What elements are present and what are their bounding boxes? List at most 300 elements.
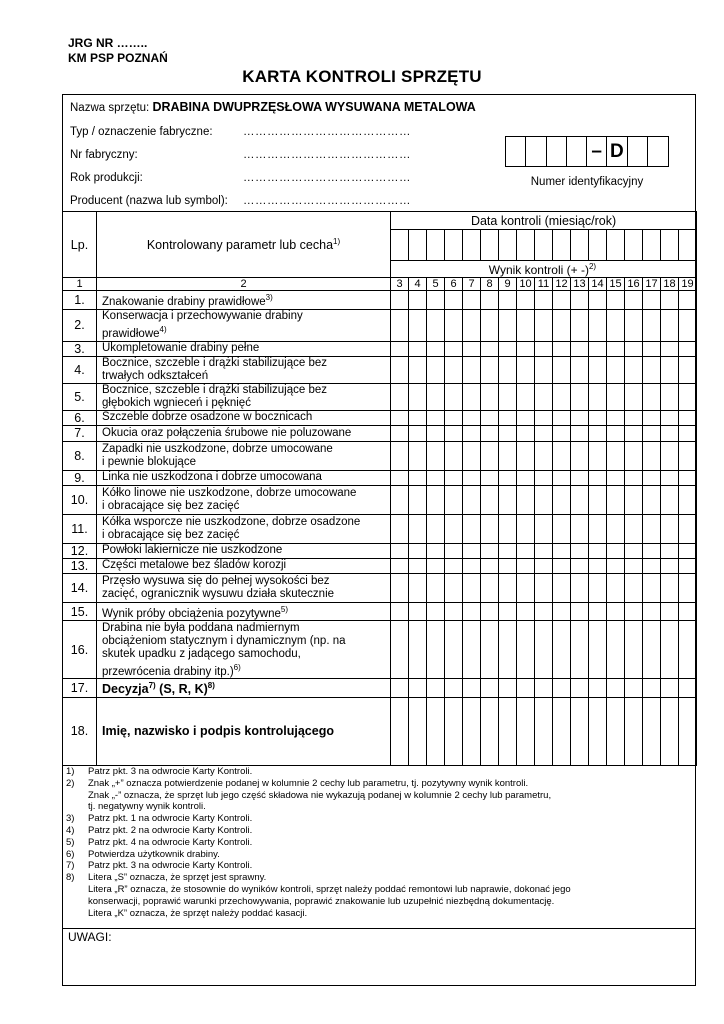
result-cell[interactable] <box>571 573 589 602</box>
result-cell[interactable] <box>517 573 535 602</box>
date-cell[interactable] <box>589 230 607 261</box>
result-cell[interactable] <box>607 697 625 765</box>
result-cell[interactable] <box>607 425 625 441</box>
result-cell[interactable] <box>661 621 679 679</box>
result-cell[interactable] <box>553 425 571 441</box>
result-cell[interactable] <box>499 573 517 602</box>
result-cell[interactable] <box>409 383 427 410</box>
result-cell[interactable] <box>409 558 427 573</box>
result-cell[interactable] <box>661 291 679 310</box>
id-cell[interactable] <box>567 137 587 166</box>
result-cell[interactable] <box>571 383 589 410</box>
date-cell[interactable] <box>607 230 625 261</box>
result-cell[interactable] <box>391 410 409 425</box>
date-cell[interactable] <box>499 230 517 261</box>
result-cell[interactable] <box>499 602 517 621</box>
result-cell[interactable] <box>481 558 499 573</box>
result-cell[interactable] <box>391 485 409 514</box>
date-cell[interactable] <box>553 230 571 261</box>
result-cell[interactable] <box>463 602 481 621</box>
result-cell[interactable] <box>499 425 517 441</box>
result-cell[interactable] <box>607 679 625 697</box>
result-cell[interactable] <box>499 543 517 558</box>
result-cell[interactable] <box>571 543 589 558</box>
result-cell[interactable] <box>517 543 535 558</box>
result-cell[interactable] <box>535 383 553 410</box>
result-cell[interactable] <box>445 485 463 514</box>
result-cell[interactable] <box>427 356 445 383</box>
result-cell[interactable] <box>463 543 481 558</box>
result-cell[interactable] <box>643 356 661 383</box>
result-cell[interactable] <box>589 383 607 410</box>
result-cell[interactable] <box>571 309 589 341</box>
result-cell[interactable] <box>589 341 607 356</box>
result-cell[interactable] <box>625 441 643 470</box>
result-cell[interactable] <box>409 514 427 543</box>
result-cell[interactable] <box>607 514 625 543</box>
result-cell[interactable] <box>427 602 445 621</box>
result-cell[interactable] <box>589 679 607 697</box>
result-cell[interactable] <box>409 410 427 425</box>
result-cell[interactable] <box>589 291 607 310</box>
result-cell[interactable] <box>445 341 463 356</box>
result-cell[interactable] <box>553 697 571 765</box>
result-cell[interactable] <box>481 425 499 441</box>
id-cell[interactable] <box>547 137 567 166</box>
result-cell[interactable] <box>571 341 589 356</box>
result-cell[interactable] <box>517 697 535 765</box>
result-cell[interactable] <box>679 291 697 310</box>
result-cell[interactable] <box>589 470 607 485</box>
result-cell[interactable] <box>571 621 589 679</box>
result-cell[interactable] <box>553 356 571 383</box>
result-cell[interactable] <box>661 514 679 543</box>
result-cell[interactable] <box>499 291 517 310</box>
date-cell[interactable] <box>409 230 427 261</box>
result-cell[interactable] <box>679 602 697 621</box>
result-cell[interactable] <box>409 485 427 514</box>
result-cell[interactable] <box>589 356 607 383</box>
result-cell[interactable] <box>445 383 463 410</box>
result-cell[interactable] <box>445 441 463 470</box>
result-cell[interactable] <box>499 697 517 765</box>
result-cell[interactable] <box>499 441 517 470</box>
result-cell[interactable] <box>481 485 499 514</box>
result-cell[interactable] <box>481 341 499 356</box>
result-cell[interactable] <box>535 621 553 679</box>
result-cell[interactable] <box>607 383 625 410</box>
result-cell[interactable] <box>679 410 697 425</box>
result-cell[interactable] <box>481 441 499 470</box>
result-cell[interactable] <box>589 621 607 679</box>
result-cell[interactable] <box>589 602 607 621</box>
result-cell[interactable] <box>625 383 643 410</box>
result-cell[interactable] <box>463 441 481 470</box>
result-cell[interactable] <box>607 410 625 425</box>
result-cell[interactable] <box>607 441 625 470</box>
result-cell[interactable] <box>481 514 499 543</box>
result-cell[interactable] <box>499 679 517 697</box>
result-cell[interactable] <box>517 410 535 425</box>
result-cell[interactable] <box>535 679 553 697</box>
result-cell[interactable] <box>661 573 679 602</box>
result-cell[interactable] <box>625 514 643 543</box>
result-cell[interactable] <box>445 621 463 679</box>
date-cell[interactable] <box>661 230 679 261</box>
result-cell[interactable] <box>553 679 571 697</box>
result-cell[interactable] <box>499 558 517 573</box>
result-cell[interactable] <box>625 356 643 383</box>
result-cell[interactable] <box>391 558 409 573</box>
result-cell[interactable] <box>517 514 535 543</box>
result-cell[interactable] <box>391 679 409 697</box>
result-cell[interactable] <box>535 697 553 765</box>
result-cell[interactable] <box>553 410 571 425</box>
result-cell[interactable] <box>499 356 517 383</box>
result-cell[interactable] <box>643 341 661 356</box>
result-cell[interactable] <box>535 470 553 485</box>
result-cell[interactable] <box>589 543 607 558</box>
date-cell[interactable] <box>535 230 553 261</box>
result-cell[interactable] <box>553 341 571 356</box>
result-cell[interactable] <box>571 291 589 310</box>
result-cell[interactable] <box>391 573 409 602</box>
result-cell[interactable] <box>463 470 481 485</box>
result-cell[interactable] <box>679 341 697 356</box>
result-cell[interactable] <box>661 441 679 470</box>
result-cell[interactable] <box>589 697 607 765</box>
result-cell[interactable] <box>571 485 589 514</box>
result-cell[interactable] <box>553 543 571 558</box>
result-cell[interactable] <box>535 309 553 341</box>
result-cell[interactable] <box>445 514 463 543</box>
result-cell[interactable] <box>517 470 535 485</box>
result-cell[interactable] <box>625 470 643 485</box>
result-cell[interactable] <box>553 558 571 573</box>
result-cell[interactable] <box>445 602 463 621</box>
result-cell[interactable] <box>517 558 535 573</box>
result-cell[interactable] <box>607 309 625 341</box>
id-cell[interactable] <box>526 137 546 166</box>
result-cell[interactable] <box>607 558 625 573</box>
result-cell[interactable] <box>445 679 463 697</box>
result-cell[interactable] <box>589 410 607 425</box>
result-cell[interactable] <box>571 558 589 573</box>
id-number-box[interactable] <box>505 136 669 167</box>
result-cell[interactable] <box>607 573 625 602</box>
result-cell[interactable] <box>463 558 481 573</box>
result-cell[interactable] <box>661 543 679 558</box>
id-cell[interactable] <box>648 137 668 166</box>
result-cell[interactable] <box>679 441 697 470</box>
result-cell[interactable] <box>643 679 661 697</box>
result-cell[interactable] <box>589 441 607 470</box>
result-cell[interactable] <box>427 291 445 310</box>
result-cell[interactable] <box>409 697 427 765</box>
result-cell[interactable] <box>481 383 499 410</box>
result-cell[interactable] <box>427 341 445 356</box>
result-cell[interactable] <box>535 410 553 425</box>
result-cell[interactable] <box>445 309 463 341</box>
result-cell[interactable] <box>427 410 445 425</box>
result-cell[interactable] <box>391 341 409 356</box>
date-cell[interactable] <box>391 230 409 261</box>
result-cell[interactable] <box>391 441 409 470</box>
result-cell[interactable] <box>427 679 445 697</box>
result-cell[interactable] <box>553 441 571 470</box>
result-cell[interactable] <box>661 410 679 425</box>
result-cell[interactable] <box>499 341 517 356</box>
result-cell[interactable] <box>427 485 445 514</box>
date-cell[interactable] <box>643 230 661 261</box>
result-cell[interactable] <box>409 679 427 697</box>
result-cell[interactable] <box>607 621 625 679</box>
result-cell[interactable] <box>607 543 625 558</box>
result-cell[interactable] <box>481 309 499 341</box>
result-cell[interactable] <box>463 621 481 679</box>
result-cell[interactable] <box>589 309 607 341</box>
result-cell[interactable] <box>553 573 571 602</box>
result-cell[interactable] <box>535 425 553 441</box>
result-cell[interactable] <box>661 485 679 514</box>
result-cell[interactable] <box>571 602 589 621</box>
result-cell[interactable] <box>607 485 625 514</box>
result-cell[interactable] <box>391 470 409 485</box>
date-cell[interactable] <box>481 230 499 261</box>
result-cell[interactable] <box>589 558 607 573</box>
result-cell[interactable] <box>679 470 697 485</box>
year-field[interactable]: …………………………………… <box>243 172 411 184</box>
result-cell[interactable] <box>625 558 643 573</box>
result-cell[interactable] <box>409 470 427 485</box>
result-cell[interactable] <box>643 621 661 679</box>
result-cell[interactable] <box>427 573 445 602</box>
result-cell[interactable] <box>427 514 445 543</box>
result-cell[interactable] <box>571 356 589 383</box>
result-cell[interactable] <box>445 573 463 602</box>
result-cell[interactable] <box>643 425 661 441</box>
result-cell[interactable] <box>463 291 481 310</box>
result-cell[interactable] <box>481 470 499 485</box>
result-cell[interactable] <box>625 573 643 602</box>
result-cell[interactable] <box>589 514 607 543</box>
result-cell[interactable] <box>643 514 661 543</box>
result-cell[interactable] <box>391 602 409 621</box>
result-cell[interactable] <box>445 356 463 383</box>
result-cell[interactable] <box>679 514 697 543</box>
result-cell[interactable] <box>481 356 499 383</box>
result-cell[interactable] <box>571 425 589 441</box>
date-cell[interactable] <box>427 230 445 261</box>
result-cell[interactable] <box>643 410 661 425</box>
result-cell[interactable] <box>643 602 661 621</box>
result-cell[interactable] <box>679 425 697 441</box>
result-cell[interactable] <box>391 697 409 765</box>
result-cell[interactable] <box>661 309 679 341</box>
result-cell[interactable] <box>535 514 553 543</box>
result-cell[interactable] <box>553 383 571 410</box>
result-cell[interactable] <box>625 679 643 697</box>
result-cell[interactable] <box>679 485 697 514</box>
result-cell[interactable] <box>643 697 661 765</box>
result-cell[interactable] <box>445 558 463 573</box>
result-cell[interactable] <box>481 291 499 310</box>
result-cell[interactable] <box>589 425 607 441</box>
date-cell[interactable] <box>445 230 463 261</box>
result-cell[interactable] <box>463 309 481 341</box>
result-cell[interactable] <box>463 356 481 383</box>
result-cell[interactable] <box>643 558 661 573</box>
result-cell[interactable] <box>625 341 643 356</box>
result-cell[interactable] <box>679 573 697 602</box>
result-cell[interactable] <box>445 470 463 485</box>
result-cell[interactable] <box>445 291 463 310</box>
result-cell[interactable] <box>535 341 553 356</box>
result-cell[interactable] <box>409 621 427 679</box>
result-cell[interactable] <box>607 291 625 310</box>
result-cell[interactable] <box>571 470 589 485</box>
result-cell[interactable] <box>463 383 481 410</box>
result-cell[interactable] <box>661 602 679 621</box>
result-cell[interactable] <box>607 602 625 621</box>
result-cell[interactable] <box>391 383 409 410</box>
result-cell[interactable] <box>607 341 625 356</box>
result-cell[interactable] <box>535 356 553 383</box>
result-cell[interactable] <box>535 573 553 602</box>
result-cell[interactable] <box>427 309 445 341</box>
result-cell[interactable] <box>463 485 481 514</box>
date-cell[interactable] <box>517 230 535 261</box>
id-cell[interactable] <box>506 137 526 166</box>
result-cell[interactable] <box>409 425 427 441</box>
result-cell[interactable] <box>409 441 427 470</box>
result-cell[interactable] <box>517 356 535 383</box>
result-cell[interactable] <box>481 573 499 602</box>
result-cell[interactable] <box>445 543 463 558</box>
id-cell[interactable] <box>628 137 648 166</box>
result-cell[interactable] <box>679 309 697 341</box>
result-cell[interactable] <box>643 470 661 485</box>
result-cell[interactable] <box>463 341 481 356</box>
result-cell[interactable] <box>607 356 625 383</box>
result-cell[interactable] <box>499 485 517 514</box>
result-cell[interactable] <box>553 470 571 485</box>
result-cell[interactable] <box>679 621 697 679</box>
result-cell[interactable] <box>517 441 535 470</box>
result-cell[interactable] <box>571 697 589 765</box>
date-cell[interactable] <box>679 230 697 261</box>
result-cell[interactable] <box>661 697 679 765</box>
result-cell[interactable] <box>481 621 499 679</box>
result-cell[interactable] <box>427 425 445 441</box>
result-cell[interactable] <box>679 697 697 765</box>
producer-field[interactable]: …………………………………… <box>243 195 411 207</box>
result-cell[interactable] <box>553 309 571 341</box>
result-cell[interactable] <box>553 291 571 310</box>
result-cell[interactable] <box>661 425 679 441</box>
result-cell[interactable] <box>571 514 589 543</box>
result-cell[interactable] <box>427 543 445 558</box>
result-cell[interactable] <box>499 410 517 425</box>
result-cell[interactable] <box>409 543 427 558</box>
result-cell[interactable] <box>481 697 499 765</box>
result-cell[interactable] <box>661 679 679 697</box>
result-cell[interactable] <box>625 602 643 621</box>
result-cell[interactable] <box>517 341 535 356</box>
result-cell[interactable] <box>499 309 517 341</box>
result-cell[interactable] <box>481 410 499 425</box>
result-cell[interactable] <box>463 514 481 543</box>
result-cell[interactable] <box>481 602 499 621</box>
result-cell[interactable] <box>499 514 517 543</box>
result-cell[interactable] <box>517 309 535 341</box>
result-cell[interactable] <box>481 543 499 558</box>
result-cell[interactable] <box>409 573 427 602</box>
result-cell[interactable] <box>499 470 517 485</box>
result-cell[interactable] <box>625 309 643 341</box>
result-cell[interactable] <box>661 470 679 485</box>
result-cell[interactable] <box>517 679 535 697</box>
result-cell[interactable] <box>553 514 571 543</box>
result-cell[interactable] <box>517 383 535 410</box>
result-cell[interactable] <box>643 291 661 310</box>
result-cell[interactable] <box>571 410 589 425</box>
result-cell[interactable] <box>463 425 481 441</box>
result-cell[interactable] <box>391 514 409 543</box>
result-cell[interactable] <box>445 697 463 765</box>
result-cell[interactable] <box>625 291 643 310</box>
result-cell[interactable] <box>607 470 625 485</box>
result-cell[interactable] <box>643 485 661 514</box>
result-cell[interactable] <box>661 356 679 383</box>
type-field[interactable]: …………………………………… <box>243 126 411 138</box>
result-cell[interactable] <box>643 543 661 558</box>
result-cell[interactable] <box>643 309 661 341</box>
result-cell[interactable] <box>625 425 643 441</box>
serial-field[interactable]: …………………………………… <box>243 149 411 161</box>
result-cell[interactable] <box>643 441 661 470</box>
result-cell[interactable] <box>517 602 535 621</box>
result-cell[interactable] <box>661 383 679 410</box>
result-cell[interactable] <box>625 485 643 514</box>
result-cell[interactable] <box>409 356 427 383</box>
result-cell[interactable] <box>679 383 697 410</box>
date-cell[interactable] <box>571 230 589 261</box>
result-cell[interactable] <box>427 441 445 470</box>
result-cell[interactable] <box>571 679 589 697</box>
result-cell[interactable] <box>589 485 607 514</box>
result-cell[interactable] <box>625 621 643 679</box>
result-cell[interactable] <box>409 602 427 621</box>
result-cell[interactable] <box>679 543 697 558</box>
result-cell[interactable] <box>625 543 643 558</box>
result-cell[interactable] <box>499 621 517 679</box>
result-cell[interactable] <box>391 356 409 383</box>
result-cell[interactable] <box>427 470 445 485</box>
result-cell[interactable] <box>535 441 553 470</box>
result-cell[interactable] <box>535 543 553 558</box>
result-cell[interactable] <box>463 410 481 425</box>
result-cell[interactable] <box>427 558 445 573</box>
result-cell[interactable] <box>571 441 589 470</box>
result-cell[interactable] <box>535 602 553 621</box>
result-cell[interactable] <box>625 697 643 765</box>
result-cell[interactable] <box>391 621 409 679</box>
result-cell[interactable] <box>517 621 535 679</box>
result-cell[interactable] <box>553 621 571 679</box>
result-cell[interactable] <box>427 383 445 410</box>
result-cell[interactable] <box>643 383 661 410</box>
